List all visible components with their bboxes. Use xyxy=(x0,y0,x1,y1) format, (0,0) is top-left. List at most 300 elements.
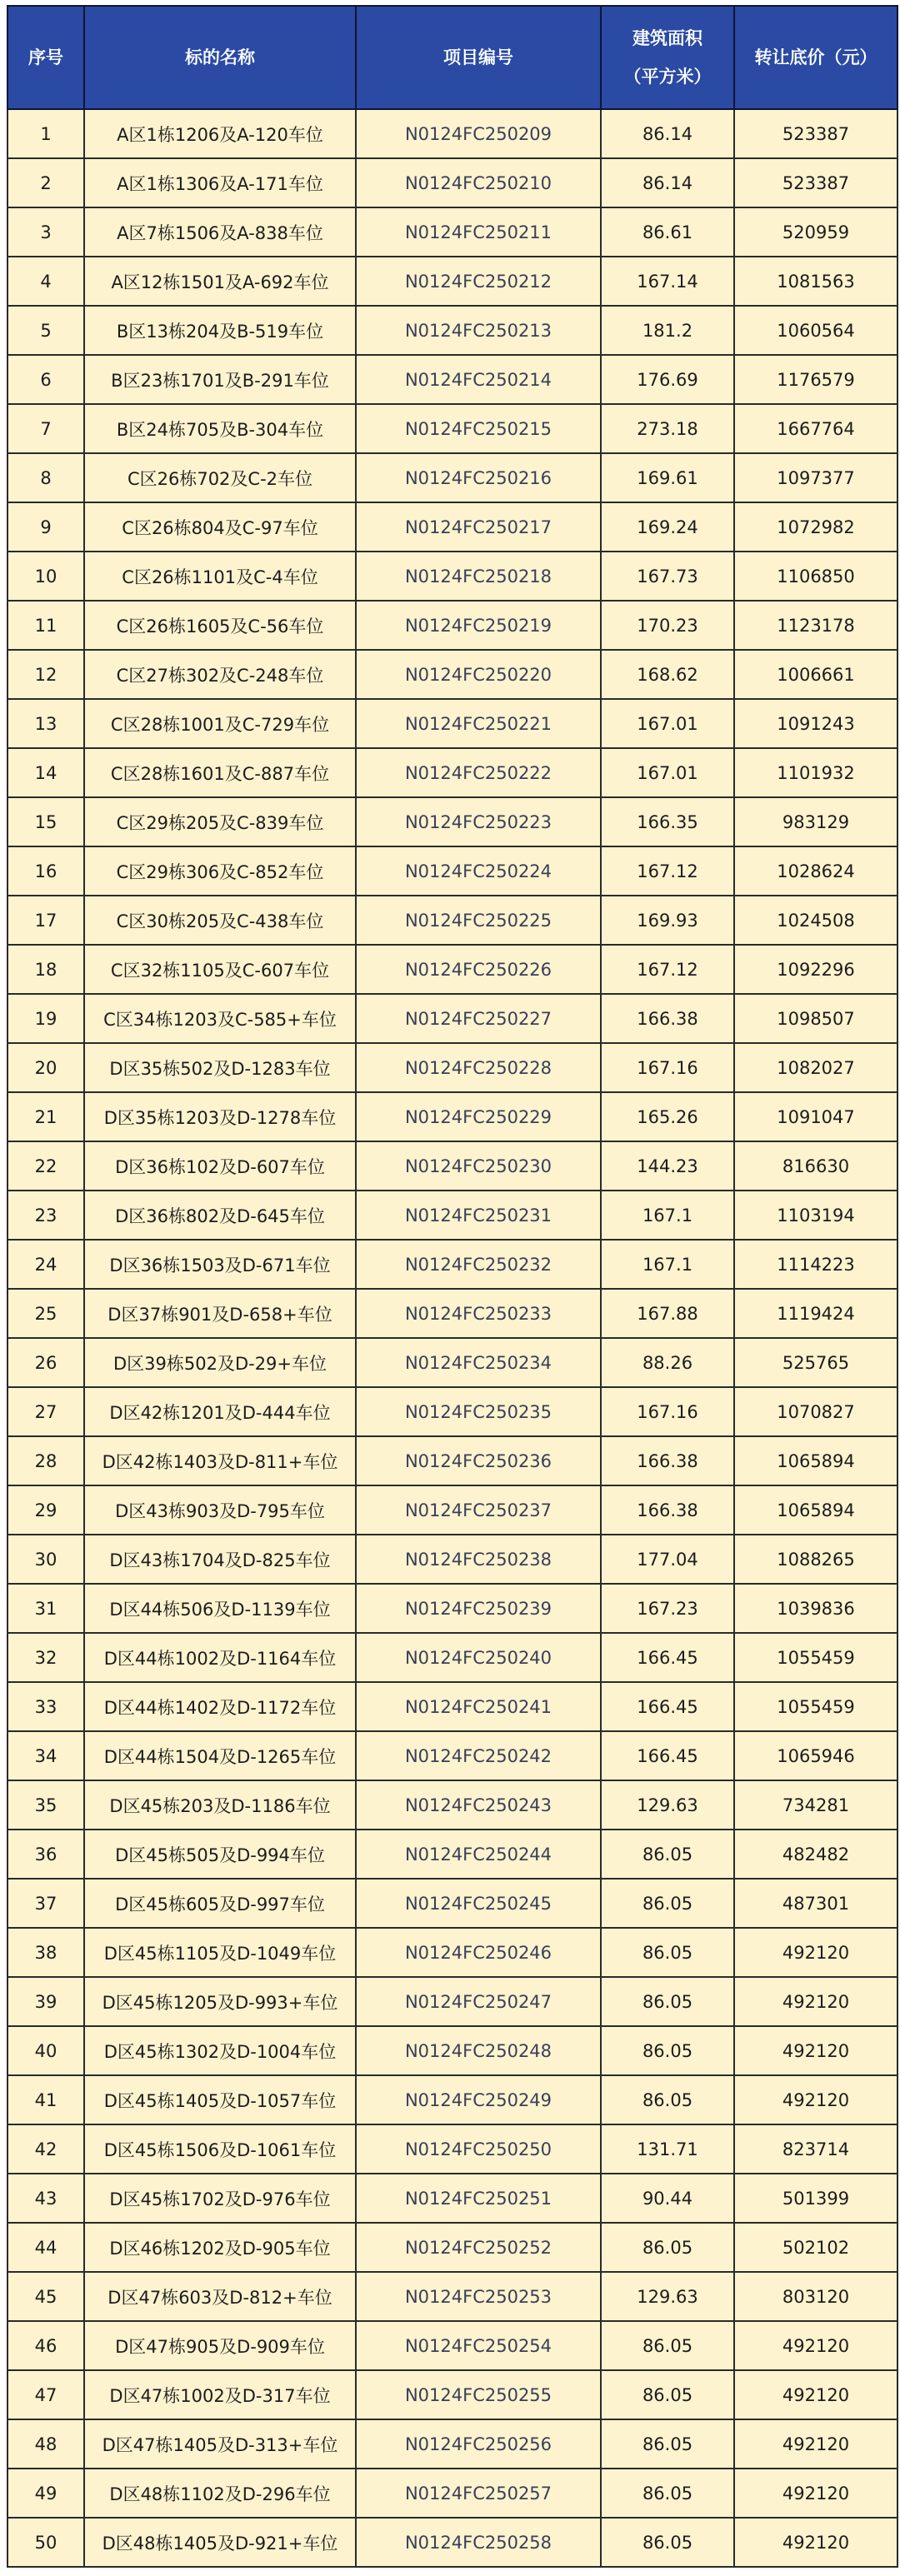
cell-index: 47 xyxy=(8,2370,84,2419)
cell-base-price: 1055459 xyxy=(734,1633,898,1682)
table-row xyxy=(8,1584,898,1633)
cell-item-name: D区47栋905及D-909车位 xyxy=(84,2321,356,2370)
cell-project-code: N0124FC250219 xyxy=(356,601,601,650)
cell-item-name: A区7栋1506及A-838车位 xyxy=(84,207,356,257)
cell-project-code: N0124FC250227 xyxy=(356,994,601,1043)
cell-floor-area: 166.38 xyxy=(601,994,734,1043)
table-row xyxy=(8,2419,898,2469)
cell-base-price: 492120 xyxy=(734,1977,898,2026)
table-row xyxy=(8,1387,898,1436)
cell-floor-area: 166.35 xyxy=(601,797,734,846)
cell-project-code: N0124FC250228 xyxy=(356,1043,601,1092)
cell-index: 20 xyxy=(8,1043,84,1092)
cell-project-code: N0124FC250230 xyxy=(356,1141,601,1191)
table-row xyxy=(8,945,898,994)
cell-floor-area: 144.23 xyxy=(601,1141,734,1191)
cell-base-price: 1081563 xyxy=(734,257,898,306)
cell-base-price: 492120 xyxy=(734,2469,898,2518)
table-row xyxy=(8,1436,898,1485)
cell-item-name: C区29栋306及C-852车位 xyxy=(84,846,356,896)
cell-index: 22 xyxy=(8,1141,84,1191)
cell-floor-area: 176.69 xyxy=(601,355,734,404)
cell-floor-area: 167.14 xyxy=(601,257,734,306)
cell-floor-area: 167.16 xyxy=(601,1387,734,1436)
cell-item-name: D区43栋1704及D-825车位 xyxy=(84,1535,356,1584)
cell-project-code: N0124FC250254 xyxy=(356,2321,601,2370)
cell-index: 32 xyxy=(8,1633,84,1682)
cell-project-code: N0124FC250237 xyxy=(356,1485,601,1535)
cell-base-price: 487301 xyxy=(734,1879,898,1928)
cell-item-name: C区28栋1001及C-729车位 xyxy=(84,699,356,748)
cell-base-price: 1097377 xyxy=(734,453,898,502)
cell-floor-area: 181.2 xyxy=(601,306,734,355)
table-row xyxy=(8,846,898,896)
header-row xyxy=(8,6,898,109)
cell-index: 13 xyxy=(8,699,84,748)
cell-base-price: 1098507 xyxy=(734,994,898,1043)
cell-floor-area: 86.05 xyxy=(601,1879,734,1928)
cell-floor-area: 88.26 xyxy=(601,1338,734,1387)
cell-item-name: D区45栋605及D-997车位 xyxy=(84,1879,356,1928)
cell-floor-area: 86.14 xyxy=(601,158,734,207)
cell-floor-area: 86.05 xyxy=(601,1928,734,1977)
cell-item-name: D区44栋1504及D-1265车位 xyxy=(84,1731,356,1780)
table-row xyxy=(8,1879,898,1928)
cell-project-code: N0124FC250224 xyxy=(356,846,601,896)
cell-project-code: N0124FC250253 xyxy=(356,2272,601,2321)
cell-index: 14 xyxy=(8,748,84,797)
cell-floor-area: 168.62 xyxy=(601,650,734,699)
cell-floor-area: 86.05 xyxy=(601,2518,734,2567)
cell-base-price: 1103194 xyxy=(734,1191,898,1240)
cell-project-code: N0124FC250210 xyxy=(356,158,601,207)
cell-item-name: D区45栋1405及D-1057车位 xyxy=(84,2075,356,2124)
table-row xyxy=(8,1240,898,1289)
table-row xyxy=(8,109,898,158)
cell-index: 46 xyxy=(8,2321,84,2370)
table-row xyxy=(8,2075,898,2124)
table-row xyxy=(8,797,898,846)
table-row xyxy=(8,1633,898,1682)
cell-project-code: N0124FC250223 xyxy=(356,797,601,846)
cell-index: 24 xyxy=(8,1240,84,1289)
transfer-listing-table xyxy=(7,5,898,2568)
cell-base-price: 1123178 xyxy=(734,601,898,650)
cell-base-price: 1667764 xyxy=(734,404,898,453)
cell-floor-area: 166.38 xyxy=(601,1485,734,1535)
cell-index: 34 xyxy=(8,1731,84,1780)
cell-floor-area: 166.45 xyxy=(601,1731,734,1780)
cell-project-code: N0124FC250247 xyxy=(356,1977,601,2026)
cell-item-name: B区13栋204及B-519车位 xyxy=(84,306,356,355)
cell-index: 42 xyxy=(8,2124,84,2174)
cell-index: 7 xyxy=(8,404,84,453)
table-row xyxy=(8,1780,898,1830)
cell-floor-area: 86.05 xyxy=(601,2321,734,2370)
cell-item-name: D区46栋1202及D-905车位 xyxy=(84,2223,356,2272)
table-row xyxy=(8,1977,898,2026)
table-header xyxy=(8,6,898,109)
cell-base-price: 1006661 xyxy=(734,650,898,699)
cell-index: 26 xyxy=(8,1338,84,1387)
cell-item-name: D区47栋1002及D-317车位 xyxy=(84,2370,356,2419)
cell-floor-area: 165.26 xyxy=(601,1092,734,1141)
cell-project-code: N0124FC250238 xyxy=(356,1535,601,1584)
cell-floor-area: 86.05 xyxy=(601,1977,734,2026)
cell-base-price: 1070827 xyxy=(734,1387,898,1436)
cell-item-name: D区47栋603及D-812+车位 xyxy=(84,2272,356,2321)
cell-base-price: 492120 xyxy=(734,2321,898,2370)
cell-floor-area: 167.16 xyxy=(601,1043,734,1092)
cell-item-name: D区45栋505及D-994车位 xyxy=(84,1830,356,1879)
cell-project-code: N0124FC250226 xyxy=(356,945,601,994)
cell-floor-area: 169.93 xyxy=(601,896,734,945)
cell-index: 1 xyxy=(8,109,84,158)
cell-floor-area: 167.12 xyxy=(601,945,734,994)
table-row xyxy=(8,2124,898,2174)
cell-base-price: 492120 xyxy=(734,2419,898,2469)
cell-base-price: 1065894 xyxy=(734,1436,898,1485)
table-row xyxy=(8,552,898,601)
table-row xyxy=(8,2174,898,2223)
cell-project-code: N0124FC250255 xyxy=(356,2370,601,2419)
cell-index: 31 xyxy=(8,1584,84,1633)
cell-project-code: N0124FC250231 xyxy=(356,1191,601,1240)
cell-item-name: D区43栋903及D-795车位 xyxy=(84,1485,356,1535)
cell-base-price: 1119424 xyxy=(734,1289,898,1338)
cell-base-price: 1024508 xyxy=(734,896,898,945)
cell-floor-area: 86.05 xyxy=(601,1830,734,1879)
cell-index: 45 xyxy=(8,2272,84,2321)
cell-project-code: N0124FC250243 xyxy=(356,1780,601,1830)
cell-index: 43 xyxy=(8,2174,84,2223)
cell-item-name: D区45栋1506及D-1061车位 xyxy=(84,2124,356,2174)
cell-floor-area: 167.12 xyxy=(601,846,734,896)
cell-index: 19 xyxy=(8,994,84,1043)
cell-base-price: 1091243 xyxy=(734,699,898,748)
cell-project-code: N0124FC250246 xyxy=(356,1928,601,1977)
cell-index: 33 xyxy=(8,1682,84,1731)
cell-floor-area: 86.14 xyxy=(601,109,734,158)
table-row xyxy=(8,404,898,453)
cell-index: 17 xyxy=(8,896,84,945)
cell-item-name: C区34栋1203及C-585+车位 xyxy=(84,994,356,1043)
cell-floor-area: 273.18 xyxy=(601,404,734,453)
header-code: 项目编号 xyxy=(356,6,601,109)
cell-base-price: 1101932 xyxy=(734,748,898,797)
cell-index: 3 xyxy=(8,207,84,257)
cell-item-name: D区39栋502及D-29+车位 xyxy=(84,1338,356,1387)
cell-floor-area: 166.45 xyxy=(601,1682,734,1731)
table-row xyxy=(8,1928,898,1977)
cell-item-name: D区45栋203及D-1186车位 xyxy=(84,1780,356,1830)
cell-floor-area: 169.61 xyxy=(601,453,734,502)
cell-floor-area: 86.05 xyxy=(601,2469,734,2518)
cell-project-code: N0124FC250242 xyxy=(356,1731,601,1780)
cell-project-code: N0124FC250215 xyxy=(356,404,601,453)
header-name: 标的名称 xyxy=(84,6,356,109)
cell-index: 39 xyxy=(8,1977,84,2026)
cell-base-price: 520959 xyxy=(734,207,898,257)
cell-index: 48 xyxy=(8,2419,84,2469)
cell-base-price: 1092296 xyxy=(734,945,898,994)
table-row xyxy=(8,158,898,207)
cell-floor-area: 86.05 xyxy=(601,2026,734,2075)
cell-item-name: C区26栋1605及C-56车位 xyxy=(84,601,356,650)
cell-project-code: N0124FC250225 xyxy=(356,896,601,945)
cell-floor-area: 167.1 xyxy=(601,1240,734,1289)
cell-project-code: N0124FC250248 xyxy=(356,2026,601,2075)
table-row xyxy=(8,1141,898,1191)
cell-base-price: 1028624 xyxy=(734,846,898,896)
cell-floor-area: 129.63 xyxy=(601,2272,734,2321)
table-row xyxy=(8,355,898,404)
cell-project-code: N0124FC250212 xyxy=(356,257,601,306)
cell-base-price: 803120 xyxy=(734,2272,898,2321)
table-row xyxy=(8,2223,898,2272)
cell-project-code: N0124FC250217 xyxy=(356,502,601,552)
cell-item-name: C区26栋1101及C-4车位 xyxy=(84,552,356,601)
cell-item-name: B区24栋705及B-304车位 xyxy=(84,404,356,453)
cell-index: 16 xyxy=(8,846,84,896)
cell-index: 35 xyxy=(8,1780,84,1830)
cell-floor-area: 131.71 xyxy=(601,2124,734,2174)
cell-item-name: D区48栋1102及D-296车位 xyxy=(84,2469,356,2518)
cell-base-price: 1060564 xyxy=(734,306,898,355)
cell-project-code: N0124FC250249 xyxy=(356,2075,601,2124)
table-row xyxy=(8,1535,898,1584)
cell-item-name: C区29栋205及C-839车位 xyxy=(84,797,356,846)
cell-base-price: 492120 xyxy=(734,1928,898,1977)
cell-base-price: 1106850 xyxy=(734,552,898,601)
cell-floor-area: 90.44 xyxy=(601,2174,734,2223)
cell-floor-area: 129.63 xyxy=(601,1780,734,1830)
cell-project-code: N0124FC250222 xyxy=(356,748,601,797)
cell-item-name: D区45栋1302及D-1004车位 xyxy=(84,2026,356,2075)
cell-base-price: 1176579 xyxy=(734,355,898,404)
table-row xyxy=(8,257,898,306)
cell-item-name: D区45栋1702及D-976车位 xyxy=(84,2174,356,2223)
cell-index: 6 xyxy=(8,355,84,404)
cell-floor-area: 167.23 xyxy=(601,1584,734,1633)
cell-item-name: C区27栋302及C-248车位 xyxy=(84,650,356,699)
cell-base-price: 983129 xyxy=(734,797,898,846)
cell-base-price: 816630 xyxy=(734,1141,898,1191)
cell-index: 5 xyxy=(8,306,84,355)
table-row xyxy=(8,601,898,650)
cell-index: 49 xyxy=(8,2469,84,2518)
cell-project-code: N0124FC250256 xyxy=(356,2419,601,2469)
cell-project-code: N0124FC250239 xyxy=(356,1584,601,1633)
cell-index: 40 xyxy=(8,2026,84,2075)
cell-project-code: N0124FC250216 xyxy=(356,453,601,502)
cell-item-name: C区28栋1601及C-887车位 xyxy=(84,748,356,797)
cell-item-name: D区37栋901及D-658+车位 xyxy=(84,1289,356,1338)
cell-item-name: A区1栋1306及A-171车位 xyxy=(84,158,356,207)
cell-floor-area: 167.1 xyxy=(601,1191,734,1240)
cell-base-price: 1091047 xyxy=(734,1092,898,1141)
cell-index: 27 xyxy=(8,1387,84,1436)
table-row xyxy=(8,1092,898,1141)
table-row xyxy=(8,2370,898,2419)
cell-floor-area: 166.45 xyxy=(601,1633,734,1682)
cell-project-code: N0124FC250218 xyxy=(356,552,601,601)
table-body xyxy=(8,109,898,2567)
cell-project-code: N0124FC250229 xyxy=(356,1092,601,1141)
cell-item-name: D区47栋1405及D-313+车位 xyxy=(84,2419,356,2469)
cell-project-code: N0124FC250257 xyxy=(356,2469,601,2518)
cell-index: 44 xyxy=(8,2223,84,2272)
cell-floor-area: 169.24 xyxy=(601,502,734,552)
cell-base-price: 501399 xyxy=(734,2174,898,2223)
table-row xyxy=(8,2272,898,2321)
cell-item-name: D区48栋1405及D-921+车位 xyxy=(84,2518,356,2567)
cell-project-code: N0124FC250220 xyxy=(356,650,601,699)
cell-base-price: 492120 xyxy=(734,2075,898,2124)
cell-floor-area: 86.05 xyxy=(601,2419,734,2469)
cell-item-name: D区42栋1201及D-444车位 xyxy=(84,1387,356,1436)
table-row xyxy=(8,2469,898,2518)
cell-project-code: N0124FC250235 xyxy=(356,1387,601,1436)
table-row xyxy=(8,1191,898,1240)
cell-base-price: 523387 xyxy=(734,158,898,207)
table-row xyxy=(8,1731,898,1780)
cell-floor-area: 170.23 xyxy=(601,601,734,650)
table-row xyxy=(8,1338,898,1387)
table-row xyxy=(8,207,898,257)
cell-item-name: D区45栋1205及D-993+车位 xyxy=(84,1977,356,2026)
cell-item-name: A区12栋1501及A-692车位 xyxy=(84,257,356,306)
cell-base-price: 1055459 xyxy=(734,1682,898,1731)
cell-floor-area: 86.05 xyxy=(601,2223,734,2272)
cell-index: 41 xyxy=(8,2075,84,2124)
cell-project-code: N0124FC250258 xyxy=(356,2518,601,2567)
cell-base-price: 482482 xyxy=(734,1830,898,1879)
cell-item-name: D区35栋502及D-1283车位 xyxy=(84,1043,356,1092)
cell-item-name: C区32栋1105及C-607车位 xyxy=(84,945,356,994)
table-row xyxy=(8,2518,898,2567)
cell-base-price: 1114223 xyxy=(734,1240,898,1289)
cell-project-code: N0124FC250209 xyxy=(356,109,601,158)
cell-base-price: 1039836 xyxy=(734,1584,898,1633)
table-row xyxy=(8,2321,898,2370)
cell-project-code: N0124FC250251 xyxy=(356,2174,601,2223)
cell-item-name: D区36栋102及D-607车位 xyxy=(84,1141,356,1191)
cell-index: 18 xyxy=(8,945,84,994)
cell-base-price: 1065894 xyxy=(734,1485,898,1535)
cell-base-price: 1088265 xyxy=(734,1535,898,1584)
cell-base-price: 525765 xyxy=(734,1338,898,1387)
cell-floor-area: 166.38 xyxy=(601,1436,734,1485)
cell-index: 30 xyxy=(8,1535,84,1584)
cell-item-name: D区36栋1503及D-671车位 xyxy=(84,1240,356,1289)
cell-floor-area: 86.05 xyxy=(601,2370,734,2419)
cell-item-name: C区26栋702及C-2车位 xyxy=(84,453,356,502)
cell-base-price: 734281 xyxy=(734,1780,898,1830)
cell-base-price: 823714 xyxy=(734,2124,898,2174)
cell-index: 21 xyxy=(8,1092,84,1141)
table-row xyxy=(8,2026,898,2075)
cell-floor-area: 86.05 xyxy=(601,2075,734,2124)
header-area-line2: （平方米） xyxy=(623,67,712,87)
table-row xyxy=(8,1289,898,1338)
table-row xyxy=(8,650,898,699)
cell-base-price: 1065946 xyxy=(734,1731,898,1780)
cell-index: 36 xyxy=(8,1830,84,1879)
cell-index: 25 xyxy=(8,1289,84,1338)
cell-index: 15 xyxy=(8,797,84,846)
table-row xyxy=(8,1043,898,1092)
cell-base-price: 492120 xyxy=(734,2026,898,2075)
cell-project-code: N0124FC250213 xyxy=(356,306,601,355)
cell-base-price: 1072982 xyxy=(734,502,898,552)
table-row xyxy=(8,1485,898,1535)
cell-item-name: D区36栋802及D-645车位 xyxy=(84,1191,356,1240)
cell-index: 2 xyxy=(8,158,84,207)
header-area-line1: 建筑面积 xyxy=(632,28,702,48)
table-row xyxy=(8,1830,898,1879)
cell-base-price: 1082027 xyxy=(734,1043,898,1092)
cell-project-code: N0124FC250221 xyxy=(356,699,601,748)
cell-project-code: N0124FC250234 xyxy=(356,1338,601,1387)
cell-item-name: D区42栋1403及D-811+车位 xyxy=(84,1436,356,1485)
cell-project-code: N0124FC250214 xyxy=(356,355,601,404)
cell-index: 50 xyxy=(8,2518,84,2567)
header-index: 序号 xyxy=(8,6,84,109)
table-row xyxy=(8,502,898,552)
cell-project-code: N0124FC250233 xyxy=(356,1289,601,1338)
table-row xyxy=(8,306,898,355)
cell-index: 9 xyxy=(8,502,84,552)
cell-item-name: D区44栋1002及D-1164车位 xyxy=(84,1633,356,1682)
cell-base-price: 492120 xyxy=(734,2518,898,2567)
cell-item-name: B区23栋1701及B-291车位 xyxy=(84,355,356,404)
cell-floor-area: 177.04 xyxy=(601,1535,734,1584)
cell-index: 29 xyxy=(8,1485,84,1535)
table-row xyxy=(8,994,898,1043)
table-row xyxy=(8,896,898,945)
table-row xyxy=(8,1682,898,1731)
cell-base-price: 492120 xyxy=(734,2370,898,2419)
cell-index: 37 xyxy=(8,1879,84,1928)
cell-item-name: D区44栋1402及D-1172车位 xyxy=(84,1682,356,1731)
cell-index: 28 xyxy=(8,1436,84,1485)
cell-index: 8 xyxy=(8,453,84,502)
cell-floor-area: 86.61 xyxy=(601,207,734,257)
cell-project-code: N0124FC250232 xyxy=(356,1240,601,1289)
cell-item-name: A区1栋1206及A-120车位 xyxy=(84,109,356,158)
table-row xyxy=(8,699,898,748)
cell-item-name: D区45栋1105及D-1049车位 xyxy=(84,1928,356,1977)
cell-project-code: N0124FC250244 xyxy=(356,1830,601,1879)
cell-index: 23 xyxy=(8,1191,84,1240)
header-area xyxy=(601,6,734,109)
cell-base-price: 502102 xyxy=(734,2223,898,2272)
cell-floor-area: 167.88 xyxy=(601,1289,734,1338)
cell-project-code: N0124FC250211 xyxy=(356,207,601,257)
cell-floor-area: 167.01 xyxy=(601,748,734,797)
cell-item-name: D区44栋506及D-1139车位 xyxy=(84,1584,356,1633)
transfer-listing-table-sheet xyxy=(7,5,897,2568)
cell-base-price: 523387 xyxy=(734,109,898,158)
cell-index: 38 xyxy=(8,1928,84,1977)
cell-project-code: N0124FC250245 xyxy=(356,1879,601,1928)
cell-project-code: N0124FC250236 xyxy=(356,1436,601,1485)
table-row xyxy=(8,453,898,502)
cell-item-name: D区35栋1203及D-1278车位 xyxy=(84,1092,356,1141)
cell-index: 12 xyxy=(8,650,84,699)
cell-item-name: C区26栋804及C-97车位 xyxy=(84,502,356,552)
